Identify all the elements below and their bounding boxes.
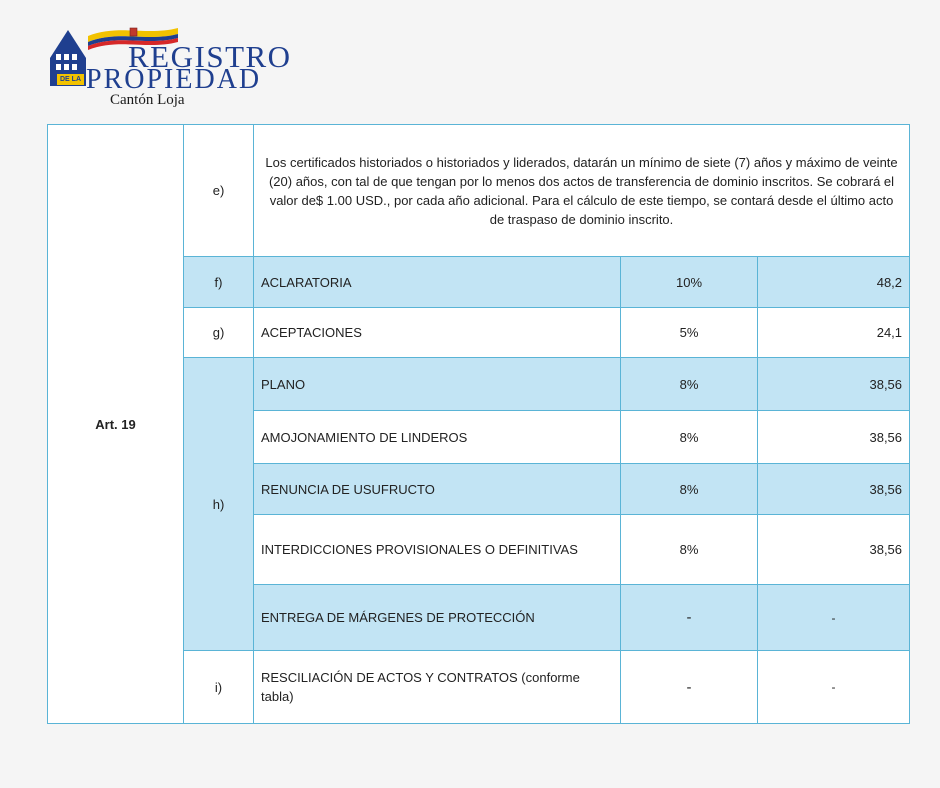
row-value: 38,56 — [758, 411, 910, 464]
row-value: 38,56 — [758, 464, 910, 515]
row-percent: 8% — [621, 358, 758, 411]
row-letter: i) — [184, 651, 254, 724]
logo-subtitle-canton: Cantón Loja — [110, 92, 185, 108]
logo-badge-de-la: DE LA — [57, 74, 84, 85]
registro-propiedad-logo — [48, 22, 292, 110]
row-percent: 8% — [621, 464, 758, 515]
row-e-description: Los certificados historiados o historiados y liderados, datarán un mínimo de siete (7) años y máximo de veinte (20) años, con tal de que tengan por lo menos dos actos de transferencia de dominio inscritos. Se cobrará el valor de$ 1.00 USD., por cada año adicional. Para el cálculo de este tiempo, se contará desde el último acto de traspaso de dominio inscrito. — [254, 125, 910, 257]
row-value: 38,56 — [758, 515, 910, 585]
row-percent: - — [621, 585, 758, 651]
row-percent: - — [621, 651, 758, 724]
article-cell: Art. 19 — [48, 125, 184, 724]
logo-title-registro: REGISTRO — [128, 39, 292, 74]
row-value: 24,1 — [758, 308, 910, 358]
row-letter: h) — [184, 358, 254, 651]
row-concept: ACEPTACIONES — [254, 308, 621, 358]
row-letter: e) — [184, 125, 254, 257]
row-concept: ENTREGA DE MÁRGENES DE PROTECCIÓN — [254, 585, 621, 651]
row-value: 38,56 — [758, 358, 910, 411]
row-letter: f) — [184, 257, 254, 308]
row-percent: 10% — [621, 257, 758, 308]
logo-title-propiedad: PROPIEDAD — [86, 64, 262, 95]
row-letter: g) — [184, 308, 254, 358]
row-concept: RENUNCIA DE USUFRUCTO — [254, 464, 621, 515]
row-percent: 8% — [621, 515, 758, 585]
row-value: - — [758, 585, 910, 651]
row-value: 48,2 — [758, 257, 910, 308]
row-concept: AMOJONAMIENTO DE LINDEROS — [254, 411, 621, 464]
row-value: - — [758, 651, 910, 724]
fee-table — [47, 124, 910, 724]
row-percent: 5% — [621, 308, 758, 358]
row-concept: INTERDICCIONES PROVISIONALES O DEFINITIVAS — [254, 515, 621, 585]
row-percent: 8% — [621, 411, 758, 464]
row-concept: ACLARATORIA — [254, 257, 621, 308]
row-concept: PLANO — [254, 358, 621, 411]
row-concept: RESCILIACIÓN DE ACTOS Y CONTRATOS (conforme tabla) — [254, 651, 621, 724]
table-row-e — [48, 125, 910, 257]
